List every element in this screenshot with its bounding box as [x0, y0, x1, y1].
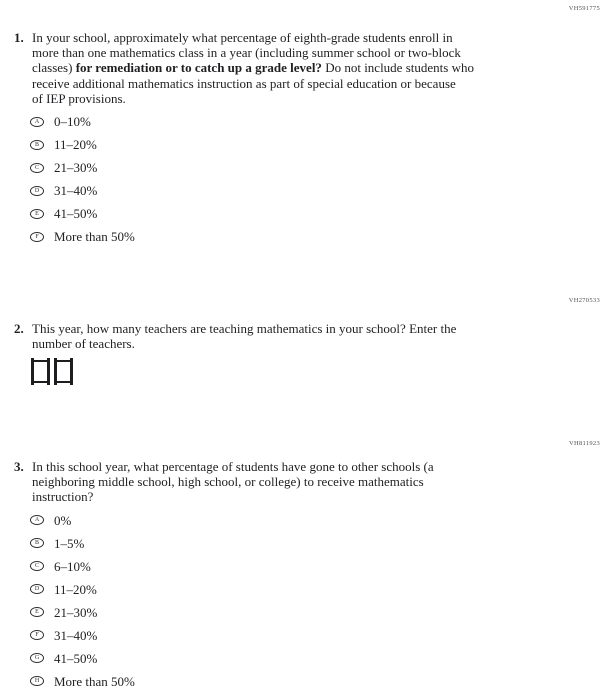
radio-bubble-icon[interactable]: [30, 676, 44, 686]
option-label: 41–50%: [54, 650, 98, 666]
q3-option-E: [30, 601, 434, 624]
teacher-count-entry: [31, 358, 456, 385]
question-3-text: [32, 459, 434, 505]
bubble-letter: B: [34, 141, 39, 148]
option-label: 31–40%: [54, 627, 98, 643]
option-label: 11–20%: [54, 136, 97, 152]
question-3: [14, 459, 434, 693]
radio-bubble-icon[interactable]: [30, 209, 44, 219]
radio-bubble-icon[interactable]: [30, 653, 44, 663]
teacher-count-digit-box-2[interactable]: [54, 358, 73, 385]
radio-bubble-icon[interactable]: [30, 232, 44, 242]
radio-bubble-icon[interactable]: [30, 140, 44, 150]
option-label: 21–30%: [54, 604, 98, 620]
prompt-segment: Do not include students who: [321, 60, 474, 76]
option-label: 41–50%: [54, 205, 98, 221]
bubble-letter: G: [34, 654, 40, 661]
q3-option-D: [30, 578, 434, 601]
prompt-line: [32, 60, 474, 75]
bubble-letter: D: [34, 187, 40, 194]
q1-option-E: [30, 202, 474, 225]
radio-bubble-icon[interactable]: [30, 538, 44, 548]
radio-bubble-icon[interactable]: [30, 584, 44, 594]
bubble-letter: A: [34, 516, 40, 523]
bubble-letter: E: [35, 608, 39, 615]
q1-option-B: [30, 133, 474, 156]
item-code-1: VH591775: [568, 5, 600, 12]
digit-box-frame: [57, 360, 70, 383]
bubble-letter: C: [34, 164, 39, 171]
bubble-letter: E: [35, 210, 39, 217]
prompt-line: neighboring middle school, high school, or college) to receive mathematics: [32, 474, 424, 490]
prompt-line: of IEP provisions.: [32, 90, 126, 106]
item-code-3: VH811923: [568, 440, 600, 447]
q1-option-D: [30, 179, 474, 202]
prompt-line: more than one mathematics class in a year (including summer school or two-block: [32, 45, 461, 61]
prompt-line: instruction?: [32, 489, 94, 505]
option-label: More than 50%: [54, 228, 135, 244]
option-label: 0–10%: [54, 113, 91, 129]
prompt-line: receive additional mathematics instruction as part of special education or because: [32, 75, 456, 91]
q3-option-G: [30, 647, 434, 670]
q3-option-C: [30, 555, 434, 578]
prompt-line: In this school year, what percentage of students have gone to other schools (a: [32, 459, 434, 474]
prompt-line: number of teachers.: [32, 336, 135, 352]
radio-bubble-icon[interactable]: [30, 607, 44, 617]
q1-option-A: [30, 110, 474, 133]
option-label: 6–10%: [54, 558, 91, 574]
teacher-count-digit-box-1[interactable]: [31, 358, 50, 385]
question-1: [14, 30, 474, 248]
bubble-letter: F: [35, 233, 39, 240]
question-1-options: [30, 110, 474, 248]
q1-option-F: [30, 225, 474, 248]
question-3-number: 3.: [14, 459, 24, 474]
q3-option-B: [30, 532, 434, 555]
bubble-letter: F: [35, 631, 39, 638]
question-3-prompt: [14, 459, 434, 505]
question-2: [14, 321, 456, 385]
question-3-options: [30, 509, 434, 693]
question-2-number: 2.: [14, 321, 24, 336]
bubble-letter: H: [34, 677, 40, 684]
question-1-prompt: [14, 30, 474, 106]
item-code-2: VH270533: [568, 297, 600, 304]
radio-bubble-icon[interactable]: [30, 630, 44, 640]
radio-bubble-icon[interactable]: [30, 117, 44, 127]
prompt-line: This year, how many teachers are teaching mathematics in your school? Enter the: [32, 321, 457, 336]
prompt-segment-bold: for remediation or to catch up a grade level?: [75, 60, 322, 76]
option-label: 21–30%: [54, 159, 98, 175]
question-2-prompt: [14, 321, 456, 351]
bubble-letter: A: [34, 118, 40, 125]
option-label: 0%: [54, 512, 72, 528]
radio-bubble-icon[interactable]: [30, 163, 44, 173]
bubble-letter: B: [34, 539, 39, 546]
q3-option-A: [30, 509, 434, 532]
option-label: 1–5%: [54, 535, 85, 551]
option-label: 31–40%: [54, 182, 98, 198]
bubble-letter: D: [34, 585, 40, 592]
radio-bubble-icon[interactable]: [30, 515, 44, 525]
radio-bubble-icon[interactable]: [30, 186, 44, 196]
bubble-letter: C: [34, 562, 39, 569]
option-label: 11–20%: [54, 581, 97, 597]
prompt-segment: classes): [32, 60, 76, 76]
prompt-line: In your school, approximately what percentage of eighth-grade students enroll in: [32, 30, 453, 45]
question-1-number: 1.: [14, 30, 24, 45]
q3-option-H: [30, 670, 434, 693]
question-2-text: [32, 321, 456, 351]
question-1-text: [32, 30, 474, 106]
digit-box-frame: [34, 360, 47, 383]
radio-bubble-icon[interactable]: [30, 561, 44, 571]
q1-option-C: [30, 156, 474, 179]
option-label: More than 50%: [54, 673, 135, 689]
q3-option-F: [30, 624, 434, 647]
